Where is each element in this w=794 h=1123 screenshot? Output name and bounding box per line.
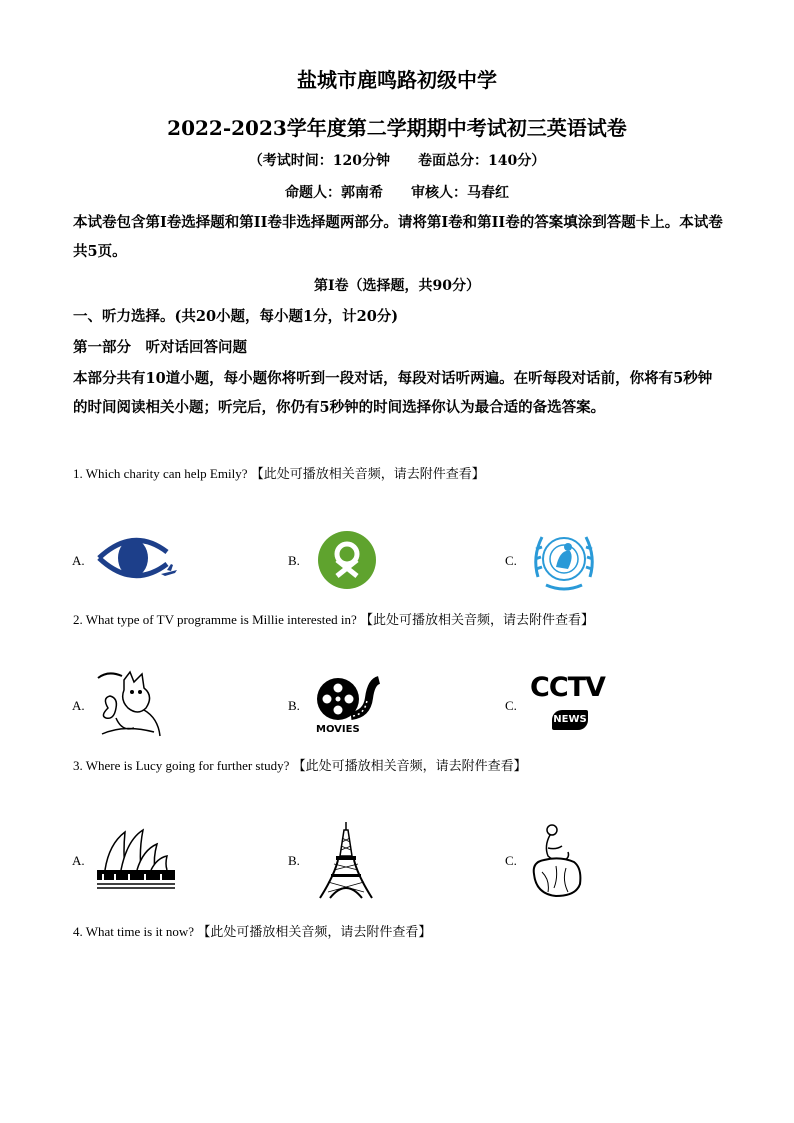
- intro-paragraph: 本试卷包含第I卷选择题和第II卷非选择题两部分。请将第I卷和第II卷的答案填涂到答题卡上。本试卷共5页。: [73, 214, 723, 260]
- question-2: 2. What type of TV programme is Millie interested in? 【此处可播放相关音频，请去附件查看】: [73, 612, 595, 627]
- q2-option-c-label: C.: [505, 698, 517, 713]
- q2-option-a-label: A.: [72, 698, 85, 713]
- cartoon-cat-mouse-icon: [94, 668, 166, 740]
- q3-option-a-label: A.: [72, 853, 85, 868]
- q3-option-b-label: B.: [288, 853, 300, 868]
- eiffel-tower-icon: [314, 820, 378, 900]
- little-mermaid-statue-icon: [528, 822, 584, 898]
- q1-option-b-label: B.: [288, 553, 300, 568]
- instructions: 本部分共有10道小题，每小题你将听到一段对话，每段对话听两遍。在听每段对话前，你将有5秒钟的时间阅读相关小题；听完后，你仍有5秒钟的时间选择你认为最合适的备选答案。: [73, 370, 713, 416]
- question-4: 4. What time is it now? 【此处可播放相关音频，请去附件查看】: [73, 924, 432, 939]
- question-3: 3. Where is Lucy going for further study? 【此处可播放相关音频，请去附件查看】: [73, 758, 527, 773]
- part-title: 一、听力选择。(共20小题，每小题1分，计20分): [73, 308, 399, 325]
- section-title: 第I卷（选择题，共90分）: [313, 278, 481, 294]
- q1-option-c-label: C.: [505, 553, 517, 568]
- exam-info: （考试时间：120分钟 卷面总分：140分）: [248, 153, 546, 169]
- school-name: 盐城市鹿鸣路初级中学: [297, 68, 497, 92]
- movies-caption: MOVIES: [316, 724, 360, 735]
- question-1: 1. Which charity can help Emily? 【此处可播放相关音频，请去附件查看】: [73, 466, 485, 481]
- sydney-opera-house-icon: [95, 826, 177, 890]
- q1-option-a-label: A.: [72, 553, 85, 568]
- q3-option-c-label: C.: [505, 853, 517, 868]
- cctv-news-badge: NEWS: [552, 710, 588, 730]
- q2-option-b-label: B.: [288, 698, 300, 713]
- unicef-logo-icon: [530, 527, 598, 593]
- eye-plane-logo-icon: [95, 530, 180, 586]
- subpart-title: 第一部分 听对话回答问题: [73, 339, 247, 356]
- exam-title: 2022-2023学年度第二学期期中考试初三英语试卷: [167, 116, 627, 140]
- exam-authors: 命题人：郭南希 审核人：马春红: [285, 185, 509, 201]
- cctv-logo-text: CCTV: [530, 672, 605, 703]
- oxfam-logo-icon: [317, 530, 377, 590]
